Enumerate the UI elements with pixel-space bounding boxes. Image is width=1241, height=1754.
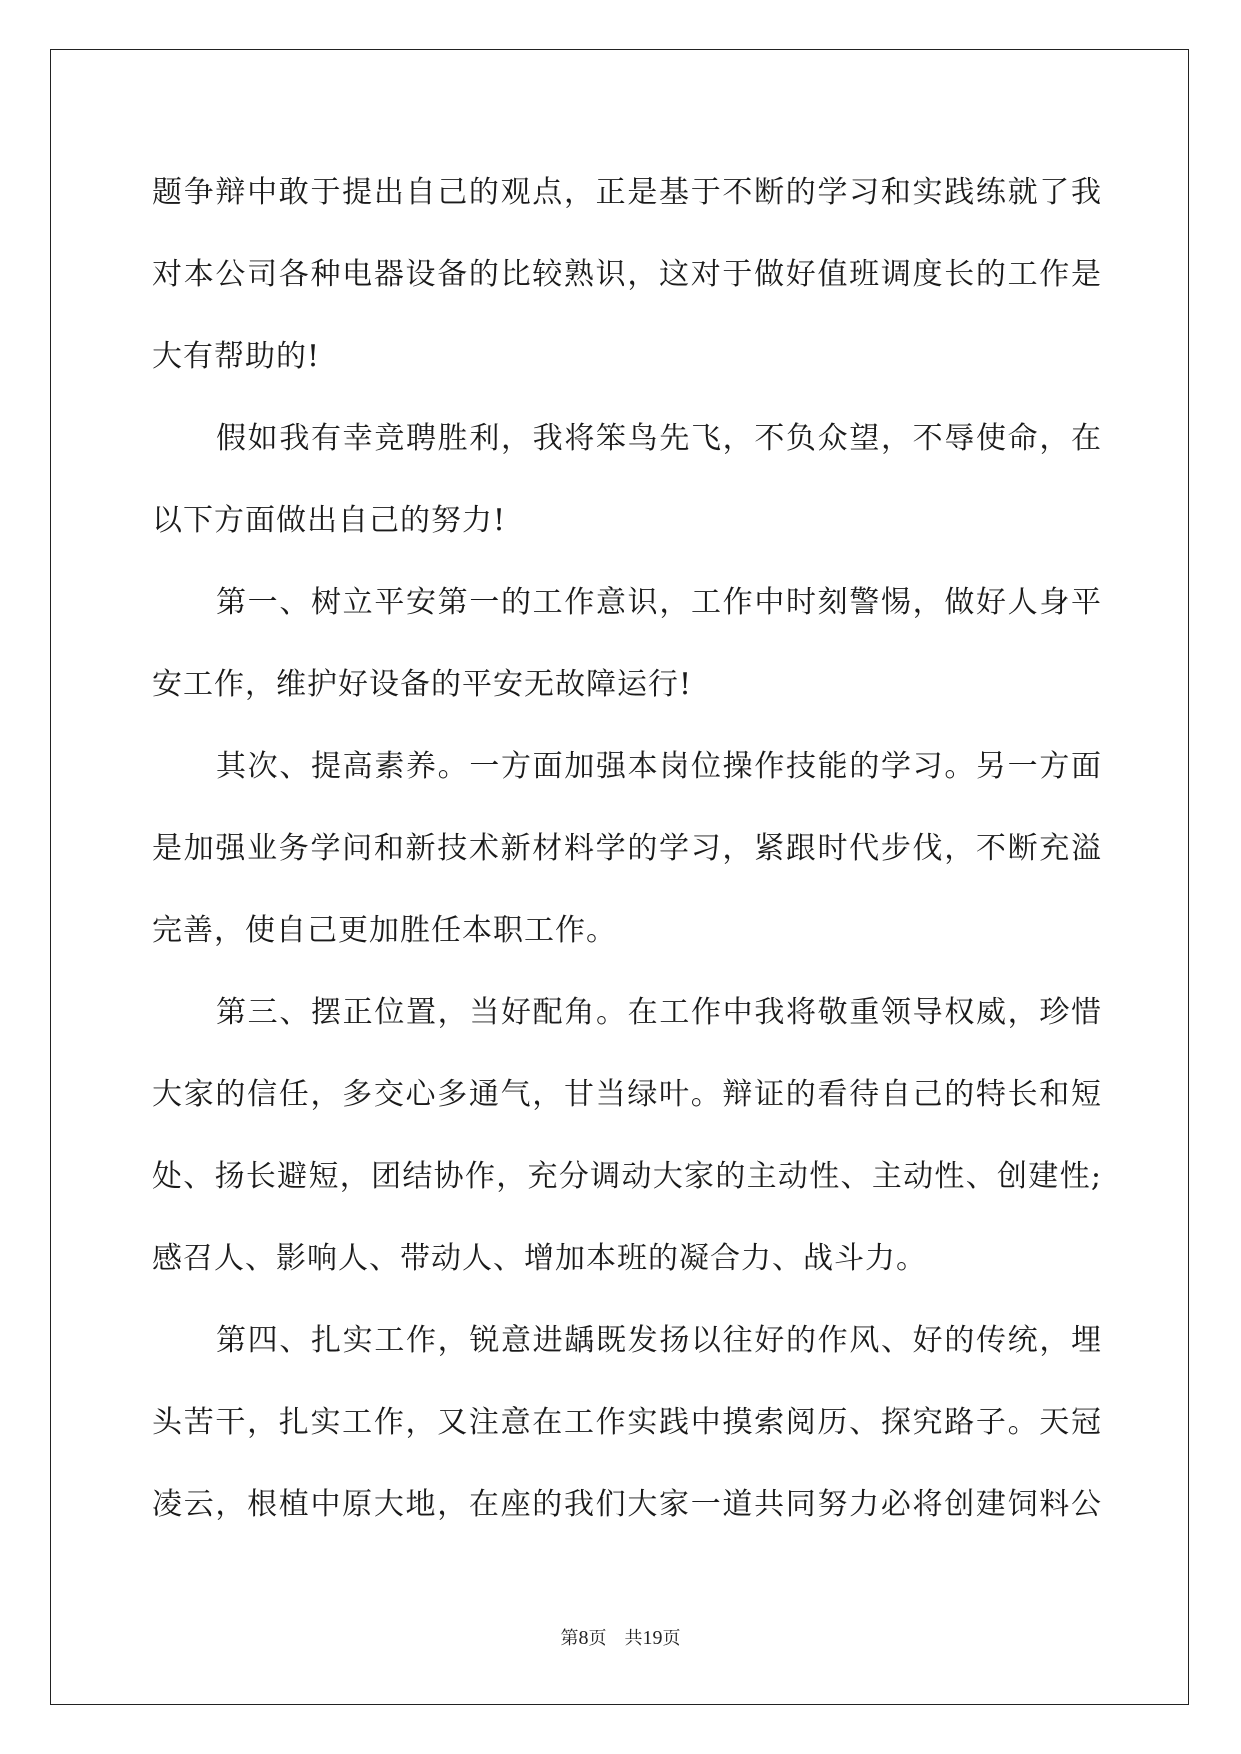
text-line: 第三、摆正位置，当好配角。在工作中我将敬重领导权威，珍惜 [216, 995, 1102, 1030]
text-line: 第四、扎实工作，锐意进龋既发扬以往好的作风、好的传统，埋 [216, 1323, 1102, 1358]
total-pages-number: 19 [642, 1627, 663, 1649]
paragraph [152, 1300, 1102, 1546]
footer-suffix: 页 [662, 1628, 681, 1649]
paragraph [152, 152, 1102, 398]
text-line: 是加强业务学问和新技术新材料学的学习，紧跟时代步伐，不断充溢 [152, 831, 1102, 866]
page-footer [0, 1624, 1241, 1650]
text-line: 头苦干，扎实工作，又注意在工作实践中摸索阅历、探究路子。天冠 [152, 1405, 1102, 1440]
text-line: 处、扬长避短，团结协作，充分调动大家的主动性、主动性、创建性; [152, 1159, 1102, 1194]
paragraph [152, 726, 1102, 972]
text-line: 大家的信任，多交心多通气，甘当绿叶。辩证的看待自己的特长和短 [152, 1077, 1102, 1112]
footer-middle: 页 共 [588, 1628, 643, 1649]
text-line: 感召人、影响人、带动人、增加本班的凝合力、战斗力。 [152, 1241, 927, 1276]
paragraph [152, 972, 1102, 1300]
text-line: 完善，使自己更加胜任本职工作。 [152, 913, 617, 948]
text-line: 对本公司各种电器设备的比较熟识，这对于做好值班调度长的工作是 [152, 257, 1102, 292]
text-line: 凌云，根植中原大地，在座的我们大家一道共同努力必将创建饲料公 [152, 1487, 1102, 1522]
paragraph [152, 562, 1102, 726]
text-line: 假如我有幸竞聘胜利，我将笨鸟先飞，不负众望，不辱使命，在 [216, 421, 1102, 456]
current-page-number: 8 [578, 1627, 589, 1649]
text-line: 以下方面做出自己的努力! [152, 503, 507, 538]
text-line: 安工作，维护好设备的平安无故障运行! [152, 667, 693, 702]
paragraph [152, 398, 1102, 562]
text-line: 第一、树立平安第一的工作意识，工作中时刻警惕，做好人身平 [216, 585, 1102, 620]
document-body [152, 152, 1102, 1546]
text-line: 其次、提高素养。一方面加强本岗位操作技能的学习。另一方面 [216, 749, 1102, 784]
text-line: 大有帮助的! [152, 339, 321, 374]
footer-prefix: 第 [560, 1628, 579, 1649]
text-line: 题争辩中敢于提出自己的观点，正是基于不断的学习和实践练就了我 [152, 175, 1102, 210]
